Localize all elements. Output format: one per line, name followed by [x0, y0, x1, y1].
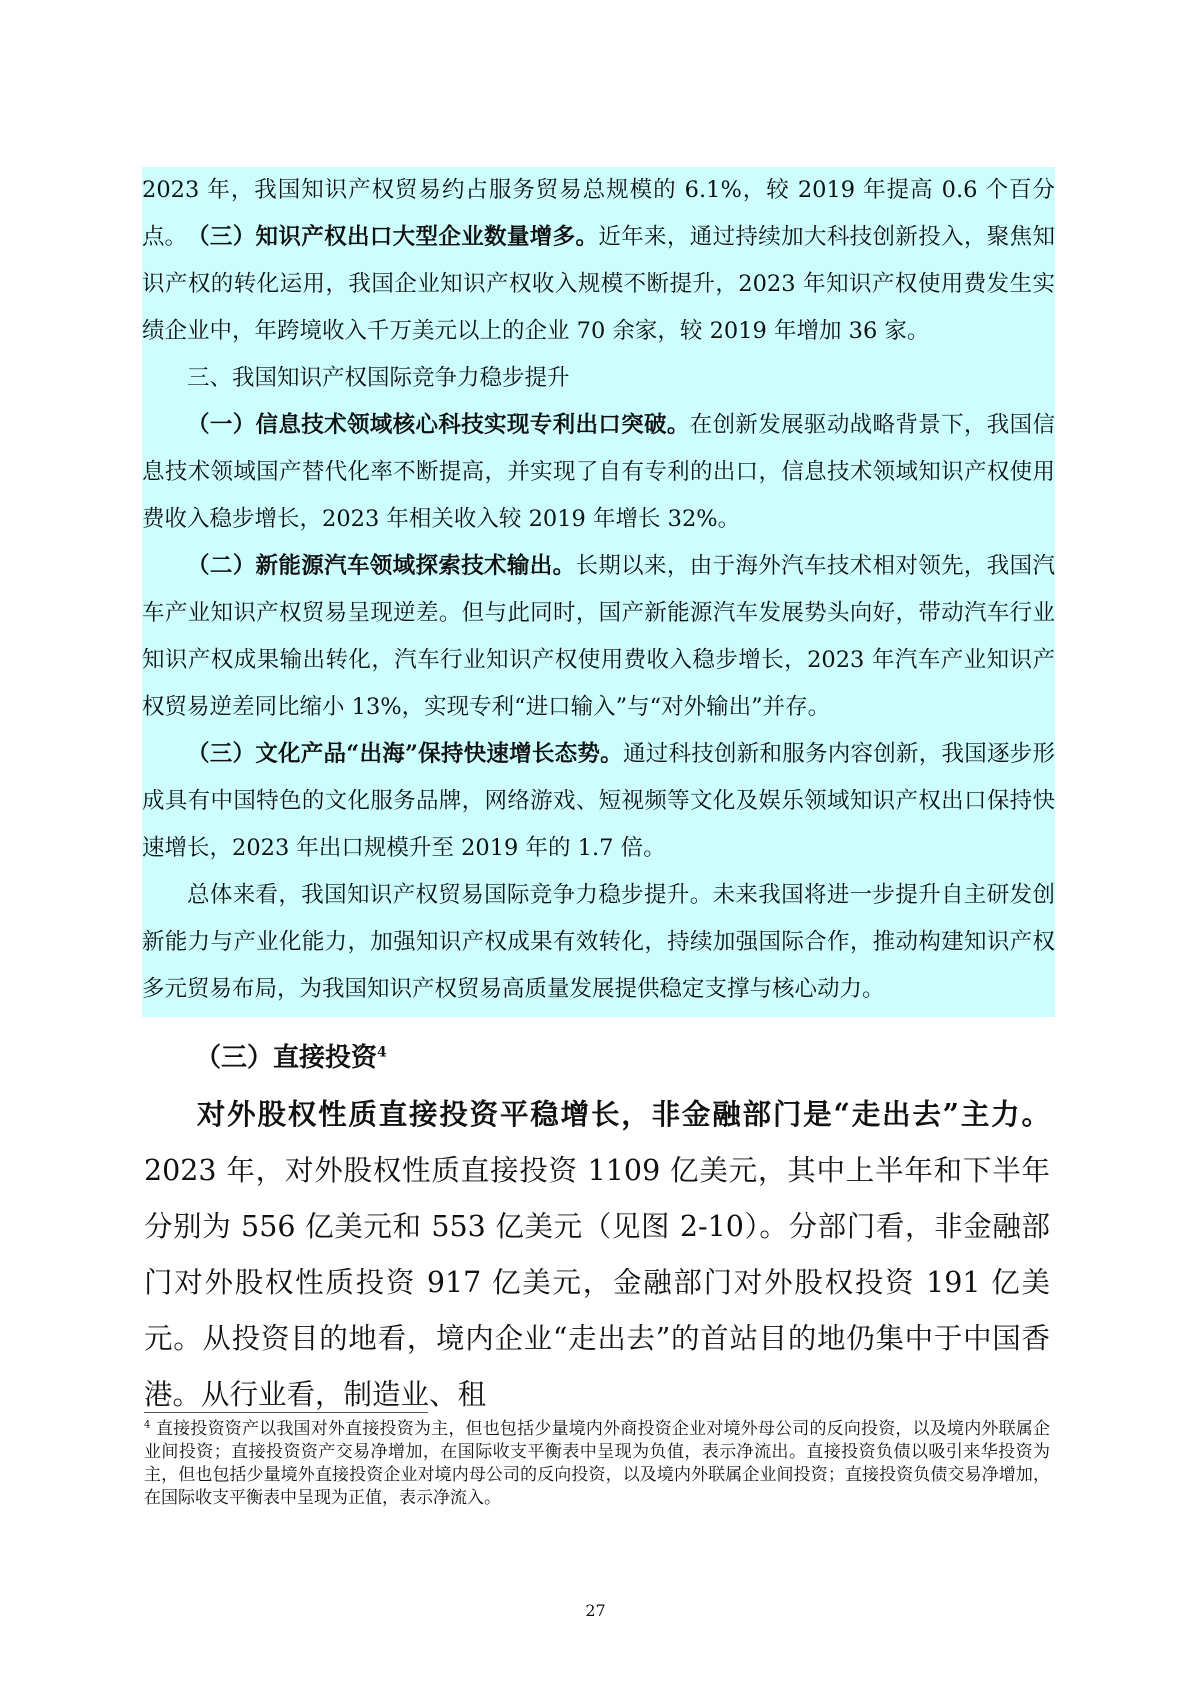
- section-title-text: （三）直接投资: [195, 1043, 378, 1073]
- body-paragraph: [144, 1086, 1050, 1423]
- highlight-paragraph-3: [142, 543, 1055, 731]
- section-heading-3: 三、我国知识产权国际竞争力稳步提升: [187, 365, 570, 391]
- footnote-reference: 4: [377, 1044, 387, 1061]
- footnote-marker: 4: [144, 1419, 151, 1431]
- paragraph-lead: （一）信息技术领域核心科技实现专利出口突破。: [187, 412, 690, 438]
- paragraph-body: 近年来，通过持续加大科技创新投入，聚焦知识产权的转化运用，我国企业知识产权收入规模不断提升，2023 年知识产权使用费发生实绩企业中，年跨境收入千万美元以上的企业 70 余家，较 2019 年增加 36 家。: [142, 224, 1055, 344]
- paragraph-body: 通过科技创新和服务内容创新，我国逐步形成具有中国特色的文化服务品牌，网络游戏、短视频等文化及娱乐领域知识产权出口保持快速增长，2023 年出口规模升至 2019 年的 1.7 倍。: [142, 741, 1055, 861]
- page-number: 27: [585, 1601, 606, 1620]
- section-title-direct-investment: [195, 1038, 387, 1078]
- paragraph-body: 长期以来，由于海外汽车技术相对领先，我国汽车产业知识产权贸易呈现逆差。但与此同时，国产新能源汽车发展势头向好，带动汽车行业知识产权成果输出转化，汽车行业知识产权使用费收入稳步增长，2023 年汽车产业知识产权贸易逆差同比缩小 13%，实现专利“进口输入”与“对外输出”并存。: [142, 553, 1055, 720]
- body-text: 2023 年，对外股权性质直接投资 1109 亿美元，其中上半年和下半年分别为 556 亿美元和 553 亿美元（见图 2-10）。分部门看，非金融部门对外股权性质投资 917 亿美元，金融部门对外股权投资 191 亿美元。从投资目的地看，境内企业“走出去”的首站目的地仍集中于中国香港。从行业看，制造业、租: [144, 1154, 1050, 1411]
- body-lead: 对外股权性质直接投资平稳增长，非金融部门是“走出去”主力。: [195, 1097, 1050, 1131]
- footnote-text: 直接投资资产以我国对外直接投资为主，但也包括少量境内外商投资企业对境外母公司的反向投资，以及境内外联属企业间投资；直接投资资产交易净增加，在国际收支平衡表中呈现为负值，表示净流出。直接投资负债以吸引来华投资为主，但也包括少量境外直接投资企业对境内母公司的反向投资，以及境内外联属企业间投资；直接投资负债交易净增加，在国际收支平衡表中呈现为正值，表示净流入。: [144, 1419, 1051, 1508]
- highlight-paragraph-0: 2023 年，我国知识产权贸易约占服务贸易总规模的 6.1%，较 2019 年提高 0.6 个百分点。: [142, 177, 1055, 250]
- highlight-paragraph-1: [142, 214, 1055, 355]
- highlight-paragraph-5: 总体来看，我国知识产权贸易国际竞争力稳步提升。未来我国将进一步提升自主研发创新能力与产业化能力，加强知识产权成果有效转化，持续加强国际合作，推动构建知识产权多元贸易布局，为我国知识产权贸易高质量发展提供稳定支撑与核心动力。: [142, 882, 1055, 1002]
- footnote: [144, 1418, 1050, 1510]
- highlighted-text-block: [142, 167, 1055, 1017]
- footnote-divider: [144, 1412, 428, 1413]
- highlight-paragraph-4: [142, 731, 1055, 872]
- highlight-paragraph-2: [142, 402, 1055, 543]
- paragraph-lead: （三）文化产品“出海”保持快速增长态势。: [187, 741, 623, 767]
- paragraph-body: 在创新发展驱动战略背景下，我国信息技术领域国产替代化率不断提高，并实现了自有专利的出口，信息技术领域知识产权使用费收入稳步增长，2023 年相关收入较 2019 年增长 32%。: [142, 412, 1055, 532]
- paragraph-lead: （三）知识产权出口大型企业数量增多。: [187, 224, 599, 250]
- paragraph-lead: （二）新能源汽车领域探索技术输出。: [187, 553, 576, 579]
